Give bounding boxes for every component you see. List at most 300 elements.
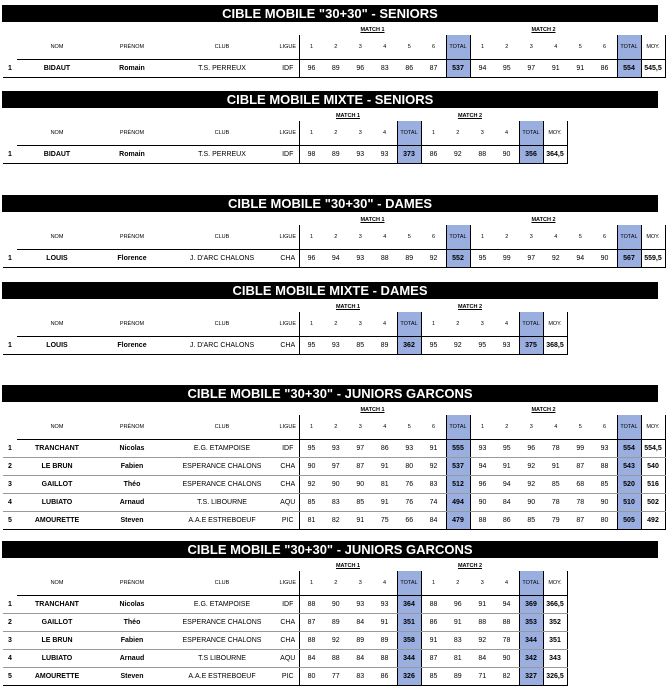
nom-cell: AMOURETTE	[17, 668, 97, 686]
rank-cell: 2	[3, 458, 17, 476]
prenom-cell: Romain	[97, 60, 167, 78]
rank-cell: 4	[3, 494, 17, 512]
ligue-cell: AQU	[277, 650, 299, 668]
match-2-score-cell: 95	[470, 337, 495, 355]
match-1-score-cell: 89	[373, 632, 398, 650]
total-1-header: TOTAL	[446, 225, 470, 250]
series-number-header: 3	[519, 415, 544, 440]
moy-cell: 540	[641, 458, 665, 476]
rank-cell: 1	[3, 60, 17, 78]
rank-cell: 1	[3, 596, 17, 614]
total-2-header: TOTAL	[617, 35, 641, 60]
rank-header	[3, 225, 17, 250]
total-2-cell: 554	[617, 440, 641, 458]
table-row	[3, 614, 567, 632]
total-1-cell: 537	[446, 458, 470, 476]
match-1-score-cell: 86	[373, 440, 398, 458]
match-2-score-cell: 68	[568, 476, 593, 494]
match-2-label: MATCH 2	[531, 27, 556, 33]
ligue-cell: CHA	[277, 614, 299, 632]
table-row	[3, 60, 665, 78]
club-cell: T.S. PERREUX	[167, 60, 277, 78]
moy-cell: 352	[543, 614, 567, 632]
ligue-header: LIGUE	[277, 571, 299, 596]
match-1-score-cell: 85	[348, 337, 373, 355]
total-2-header: TOTAL	[519, 571, 543, 596]
club-cell: E.G. ETAMPOISE	[167, 596, 277, 614]
series-number-header: 1	[299, 571, 324, 596]
moy-cell: 366,5	[543, 596, 567, 614]
match-2-score-cell: 90	[519, 494, 544, 512]
match-1-score-cell: 88	[324, 650, 349, 668]
match-1-score-cell: 94	[324, 250, 349, 268]
match-1-label: MATCH 1	[335, 304, 361, 310]
header-row	[3, 225, 665, 250]
match-2-label: MATCH 2	[457, 113, 483, 119]
ligue-cell: IDF	[277, 596, 299, 614]
series-number-header: 4	[373, 121, 398, 146]
match-1-score-cell: 97	[324, 458, 349, 476]
series-number-header: 4	[373, 415, 398, 440]
series-number-header: 2	[324, 35, 349, 60]
total-1-cell: 479	[446, 512, 470, 530]
series-number-header: 1	[421, 571, 446, 596]
moy-cell: 545,5	[641, 60, 665, 78]
prenom-cell: Arnaud	[97, 650, 167, 668]
match-1-score-cell: 95	[299, 337, 324, 355]
prenom-cell: Fabien	[97, 458, 167, 476]
match-2-score-cell: 78	[544, 440, 569, 458]
series-number-header: 4	[544, 35, 569, 60]
match-2-score-cell: 78	[495, 632, 520, 650]
series-number-header: 4	[495, 121, 520, 146]
series-number-header: 1	[299, 415, 324, 440]
table-row	[3, 250, 665, 268]
match-1-score-cell: 87	[299, 614, 324, 632]
match-2-score-cell: 91	[495, 458, 520, 476]
match-2-label: MATCH 2	[457, 563, 483, 569]
match-2-score-cell: 95	[470, 250, 495, 268]
club-cell: ESPERANCE CHALONS	[167, 476, 277, 494]
total-2-header: TOTAL	[617, 415, 641, 440]
series-number-header: 2	[446, 121, 471, 146]
nom-cell: LOUIS	[17, 337, 97, 355]
rank-cell: 2	[3, 614, 17, 632]
table-body	[3, 596, 567, 686]
match-1-label: MATCH 1	[360, 217, 385, 223]
match-2-score-cell: 97	[519, 60, 544, 78]
header-row	[3, 35, 665, 60]
series-number-header: 5	[397, 225, 422, 250]
series-number-header: 2	[446, 312, 471, 337]
nom-cell: BIDAUT	[17, 60, 97, 78]
table-row	[3, 458, 665, 476]
total-2-cell: 344	[519, 632, 543, 650]
match-2-score-cell: 88	[593, 458, 618, 476]
match-2-score-cell: 87	[568, 512, 593, 530]
club-header: CLUB	[167, 225, 277, 250]
total-1-cell: 494	[446, 494, 470, 512]
section-title: CIBLE MOBILE "30+30" - JUNIORS GARCONS	[2, 385, 658, 402]
nom-cell: TRANCHANT	[17, 596, 97, 614]
moy-cell: 351	[543, 632, 567, 650]
moy-header: MOY.	[543, 121, 567, 146]
rank-cell: 5	[3, 512, 17, 530]
ligue-header: LIGUE	[277, 312, 299, 337]
moy-header: MOY.	[641, 225, 665, 250]
nom-header: NOM	[17, 312, 97, 337]
match-2-score-cell: 92	[446, 146, 471, 164]
series-number-header: 4	[495, 312, 520, 337]
total-1-header: TOTAL	[397, 312, 421, 337]
table-row	[3, 440, 665, 458]
results-table	[3, 225, 666, 268]
match-1-label: MATCH 1	[335, 563, 361, 569]
match-2-score-cell: 93	[470, 440, 495, 458]
rank-header	[3, 415, 17, 440]
match-2-score-cell: 71	[470, 668, 495, 686]
match-1-score-cell: 88	[373, 650, 398, 668]
nom-cell: LUBIATO	[17, 494, 97, 512]
series-number-header: 4	[373, 225, 398, 250]
match-2-label: MATCH 2	[531, 217, 556, 223]
series-number-header: 1	[299, 35, 324, 60]
match-2-score-cell: 85	[544, 476, 569, 494]
match-2-score-cell: 84	[470, 650, 495, 668]
ligue-cell: IDF	[277, 146, 299, 164]
moy-cell: 554,5	[641, 440, 665, 458]
prenom-cell: Arnaud	[97, 494, 167, 512]
match-1-label: MATCH 1	[335, 113, 361, 119]
series-number-header: 2	[324, 415, 349, 440]
table-row	[3, 650, 567, 668]
match-2-score-cell: 88	[421, 596, 446, 614]
total-1-cell: 351	[397, 614, 421, 632]
header-row	[3, 415, 665, 440]
match-2-score-cell: 87	[421, 650, 446, 668]
total-2-cell: 369	[519, 596, 543, 614]
match-1-score-cell: 96	[299, 250, 324, 268]
table-body	[3, 337, 567, 355]
series-number-header: 4	[544, 225, 569, 250]
total-2-cell: 543	[617, 458, 641, 476]
ligue-header: LIGUE	[277, 225, 299, 250]
match-2-score-cell: 81	[446, 650, 471, 668]
match-2-score-cell: 93	[593, 440, 618, 458]
match-1-score-cell: 91	[373, 458, 398, 476]
total-1-cell: 537	[446, 60, 470, 78]
match-1-score-cell: 88	[299, 596, 324, 614]
match-2-label: MATCH 2	[457, 304, 483, 310]
match-2-score-cell: 90	[470, 494, 495, 512]
match-2-score-cell: 94	[568, 250, 593, 268]
nom-cell: LE BRUN	[17, 632, 97, 650]
series-number-header: 5	[397, 415, 422, 440]
match-1-score-cell: 90	[299, 458, 324, 476]
ligue-cell: CHA	[277, 337, 299, 355]
moy-cell: 364,5	[543, 146, 567, 164]
results-table	[3, 35, 666, 78]
table-body	[3, 250, 665, 268]
prenom-header: PRÉNOM	[97, 35, 167, 60]
section-title: CIBLE MOBILE "30+30" - SENIORS	[2, 5, 658, 22]
match-1-score-cell: 93	[373, 596, 398, 614]
table-header	[3, 121, 567, 146]
match-1-score-cell: 96	[299, 60, 324, 78]
club-cell: J. D'ARC CHALONS	[167, 337, 277, 355]
ligue-cell: CHA	[277, 250, 299, 268]
match-1-score-cell: 90	[324, 476, 349, 494]
nom-cell: LUBIATO	[17, 650, 97, 668]
series-number-header: 5	[568, 35, 593, 60]
series-number-header: 6	[593, 225, 618, 250]
match-1-score-cell: 86	[397, 60, 422, 78]
match-2-score-cell: 83	[446, 632, 471, 650]
match-2-score-cell: 91	[470, 596, 495, 614]
match-2-score-cell: 92	[446, 337, 471, 355]
prenom-header: PRÉNOM	[97, 571, 167, 596]
match-2-score-cell: 84	[495, 494, 520, 512]
match-2-score-cell: 94	[470, 60, 495, 78]
prenom-header: PRÉNOM	[97, 225, 167, 250]
match-1-score-cell: 82	[324, 512, 349, 530]
header-row	[3, 571, 567, 596]
match-2-score-cell: 92	[544, 250, 569, 268]
nom-cell: AMOURETTE	[17, 512, 97, 530]
ligue-cell: PIC	[277, 668, 299, 686]
table-header	[3, 415, 665, 440]
match-2-score-cell: 88	[470, 614, 495, 632]
ligue-header: LIGUE	[277, 35, 299, 60]
series-number-header: 3	[470, 121, 495, 146]
table-header	[3, 225, 665, 250]
match-2-score-cell: 97	[519, 250, 544, 268]
nom-cell: GAILLOT	[17, 614, 97, 632]
series-number-header: 2	[324, 312, 349, 337]
nom-header: NOM	[17, 121, 97, 146]
ligue-cell: CHA	[277, 632, 299, 650]
match-2-score-cell: 88	[470, 146, 495, 164]
series-number-header: 1	[421, 121, 446, 146]
match-1-score-cell: 89	[348, 632, 373, 650]
rank-header	[3, 35, 17, 60]
section-title: CIBLE MOBILE "30+30" - DAMES	[2, 195, 658, 212]
total-2-cell: 356	[519, 146, 543, 164]
prenom-header: PRÉNOM	[97, 415, 167, 440]
match-1-score-cell: 92	[422, 458, 447, 476]
rank-cell: 1	[3, 337, 17, 355]
rank-cell: 3	[3, 476, 17, 494]
club-cell: T.S LIBOURNE	[167, 650, 277, 668]
results-table	[3, 121, 568, 164]
match-1-score-cell: 80	[397, 458, 422, 476]
match-1-score-cell: 84	[422, 512, 447, 530]
series-number-header: 2	[324, 225, 349, 250]
match-1-score-cell: 93	[324, 337, 349, 355]
match-2-score-cell: 86	[593, 60, 618, 78]
match-2-score-cell: 92	[519, 458, 544, 476]
match-2-score-cell: 82	[495, 668, 520, 686]
table-row	[3, 476, 665, 494]
total-1-header: TOTAL	[397, 571, 421, 596]
series-number-header: 4	[373, 35, 398, 60]
series-number-header: 3	[348, 121, 373, 146]
results-table	[3, 312, 568, 355]
total-1-header: TOTAL	[397, 121, 421, 146]
club-cell: J. D'ARC CHALONS	[167, 250, 277, 268]
header-row	[3, 312, 567, 337]
table-header	[3, 571, 567, 596]
match-1-score-cell: 93	[324, 440, 349, 458]
club-cell: T.S. PERREUX	[167, 146, 277, 164]
table-row	[3, 668, 567, 686]
total-1-cell: 344	[397, 650, 421, 668]
ligue-cell: IDF	[277, 440, 299, 458]
match-2-score-cell: 96	[446, 596, 471, 614]
prenom-cell: Steven	[97, 668, 167, 686]
match-1-score-cell: 83	[373, 60, 398, 78]
moy-cell: 502	[641, 494, 665, 512]
section-title: CIBLE MOBILE MIXTE - SENIORS	[2, 91, 658, 108]
moy-header: MOY.	[641, 415, 665, 440]
match-2-score-cell: 94	[495, 476, 520, 494]
club-header: CLUB	[167, 35, 277, 60]
series-number-header: 5	[568, 415, 593, 440]
total-2-header: TOTAL	[519, 312, 543, 337]
match-2-score-cell: 90	[495, 146, 520, 164]
total-2-cell: 505	[617, 512, 641, 530]
rank-header	[3, 121, 17, 146]
series-number-header: 6	[422, 415, 447, 440]
rank-header	[3, 312, 17, 337]
total-2-cell: 327	[519, 668, 543, 686]
total-1-cell: 326	[397, 668, 421, 686]
match-1-label: MATCH 1	[360, 407, 385, 413]
match-1-score-cell: 93	[348, 596, 373, 614]
total-1-header: TOTAL	[446, 35, 470, 60]
table-row	[3, 494, 665, 512]
moy-header: MOY.	[543, 571, 567, 596]
match-2-score-cell: 94	[470, 458, 495, 476]
series-number-header: 5	[397, 35, 422, 60]
nom-header: NOM	[17, 571, 97, 596]
match-1-score-cell: 96	[348, 60, 373, 78]
results-table	[3, 415, 666, 530]
match-1-score-cell: 85	[348, 494, 373, 512]
series-number-header: 6	[422, 35, 447, 60]
match-2-score-cell: 91	[544, 60, 569, 78]
total-1-cell: 555	[446, 440, 470, 458]
club-cell: ESPERANCE CHALONS	[167, 614, 277, 632]
prenom-cell: Théo	[97, 476, 167, 494]
match-2-score-cell: 95	[495, 440, 520, 458]
club-cell: A.A.E ESTREBOEUF	[167, 512, 277, 530]
series-number-header: 5	[568, 225, 593, 250]
total-2-cell: 554	[617, 60, 641, 78]
table-body	[3, 60, 665, 78]
match-1-score-cell: 80	[299, 668, 324, 686]
match-1-score-cell: 93	[348, 250, 373, 268]
match-1-score-cell: 66	[397, 512, 422, 530]
match-1-label: MATCH 1	[360, 27, 385, 33]
nom-cell: TRANCHANT	[17, 440, 97, 458]
match-1-score-cell: 76	[397, 476, 422, 494]
series-number-header: 1	[470, 415, 495, 440]
match-2-score-cell: 80	[593, 512, 618, 530]
moy-cell: 516	[641, 476, 665, 494]
match-1-score-cell: 76	[397, 494, 422, 512]
match-1-score-cell: 83	[348, 668, 373, 686]
match-1-score-cell: 77	[324, 668, 349, 686]
moy-cell: 326,5	[543, 668, 567, 686]
moy-header: MOY.	[543, 312, 567, 337]
club-header: CLUB	[167, 415, 277, 440]
match-2-score-cell: 93	[495, 337, 520, 355]
series-number-header: 3	[519, 225, 544, 250]
match-2-score-cell: 86	[421, 614, 446, 632]
table-body	[3, 146, 567, 164]
rank-cell: 3	[3, 632, 17, 650]
prenom-cell: Florence	[97, 250, 167, 268]
match-1-score-cell: 90	[324, 596, 349, 614]
match-1-score-cell: 75	[373, 512, 398, 530]
match-2-score-cell: 90	[593, 250, 618, 268]
ligue-cell: IDF	[277, 60, 299, 78]
match-2-score-cell: 95	[421, 337, 446, 355]
table-row	[3, 512, 665, 530]
total-1-header: TOTAL	[446, 415, 470, 440]
match-2-score-cell: 86	[421, 146, 446, 164]
match-2-score-cell: 85	[593, 476, 618, 494]
match-2-score-cell: 94	[495, 596, 520, 614]
total-1-cell: 362	[397, 337, 421, 355]
total-2-cell: 342	[519, 650, 543, 668]
rank-cell: 1	[3, 146, 17, 164]
nom-header: NOM	[17, 35, 97, 60]
prenom-cell: Romain	[97, 146, 167, 164]
match-1-score-cell: 85	[299, 494, 324, 512]
series-number-header: 2	[324, 121, 349, 146]
match-1-score-cell: 89	[324, 60, 349, 78]
match-1-score-cell: 89	[373, 337, 398, 355]
ligue-cell: AQU	[277, 494, 299, 512]
header-row	[3, 121, 567, 146]
match-1-score-cell: 84	[299, 650, 324, 668]
ligue-cell: PIC	[277, 512, 299, 530]
section-title: CIBLE MOBILE MIXTE - DAMES	[2, 282, 658, 299]
rank-cell: 4	[3, 650, 17, 668]
total-1-cell: 358	[397, 632, 421, 650]
table-body	[3, 440, 665, 530]
section-title: CIBLE MOBILE "30+30" - JUNIORS GARCONS	[2, 541, 658, 558]
club-cell: ESPERANCE CHALONS	[167, 632, 277, 650]
ligue-header: LIGUE	[277, 415, 299, 440]
club-header: CLUB	[167, 121, 277, 146]
match-1-score-cell: 89	[324, 146, 349, 164]
match-2-score-cell: 92	[519, 476, 544, 494]
match-2-score-cell: 99	[495, 250, 520, 268]
series-number-header: 3	[348, 225, 373, 250]
ligue-header: LIGUE	[277, 121, 299, 146]
prenom-header: PRÉNOM	[97, 312, 167, 337]
rank-cell: 1	[3, 250, 17, 268]
match-1-score-cell: 95	[299, 440, 324, 458]
total-2-cell: 520	[617, 476, 641, 494]
match-2-score-cell: 88	[495, 614, 520, 632]
match-1-score-cell: 92	[299, 476, 324, 494]
match-1-score-cell: 93	[373, 146, 398, 164]
prenom-cell: Florence	[97, 337, 167, 355]
